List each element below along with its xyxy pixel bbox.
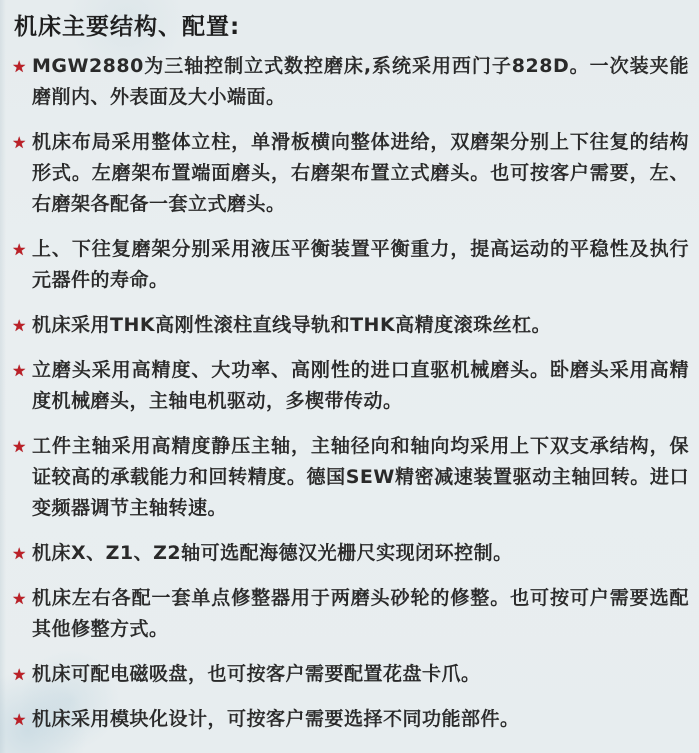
list-item	[12, 583, 689, 645]
list-item	[12, 431, 689, 524]
list-item	[12, 51, 689, 113]
list-item-text: 机床采用模块化设计，可按客户需要选择不同功能部件。	[32, 708, 520, 730]
list-item-text: 机床左右各配一套单点修整器用于两磨头砂轮的修整。也可按可户需要选配其他修整方式。	[32, 587, 689, 640]
list-item-text: 工件主轴采用高精度静压主轴，主轴径向和轴向均采用上下双支承结构，保证较高的承载能力和回转精度。德国SEW精密减速装置驱动主轴回转。进口变频器调节主轴转速。	[32, 435, 689, 519]
feature-list	[12, 51, 689, 735]
list-item-text: MGW2880为三轴控制立式数控磨床,系统采用西门子828D。一次装夹能磨削内、外表面及大小端面。	[32, 55, 689, 108]
list-item	[12, 659, 689, 690]
list-item	[12, 310, 689, 341]
list-item-text: 机床布局采用整体立柱，单滑板横向整体进给，双磨架分别上下往复的结构形式。左磨架布置端面磨头，右磨架布置立式磨头。也可按客户需要，左、右磨架各配备一套立式磨头。	[32, 131, 689, 215]
list-item-text: 机床可配电磁吸盘，也可按客户需要配置花盘卡爪。	[32, 663, 481, 685]
star-bullet-icon: ★	[12, 240, 27, 259]
star-bullet-icon: ★	[12, 133, 27, 152]
list-item	[12, 704, 689, 735]
star-bullet-icon: ★	[12, 710, 27, 729]
list-item	[12, 127, 689, 220]
star-bullet-icon: ★	[12, 589, 27, 608]
star-bullet-icon: ★	[12, 361, 27, 380]
list-item-text: 上、下往复磨架分别采用液压平衡装置平衡重力，提高运动的平稳性及执行元器件的寿命。	[32, 238, 689, 291]
list-item-text: 机床X、Z1、Z2轴可选配海德汉光栅尺实现闭环控制。	[32, 542, 513, 564]
star-bullet-icon: ★	[12, 437, 27, 456]
list-item-text: 立磨头采用高精度、大功率、高刚性的进口直驱机械磨头。卧磨头采用高精度机械磨头，主轴电机驱动，多楔带传动。	[32, 359, 689, 412]
star-bullet-icon: ★	[12, 544, 27, 563]
list-item-text: 机床采用THK高刚性滚柱直线导轨和THK高精度滚珠丝杠。	[32, 314, 552, 336]
list-item	[12, 538, 689, 569]
list-item	[12, 234, 689, 296]
star-bullet-icon: ★	[12, 57, 27, 76]
page-title: 机床主要结构、配置:	[14, 14, 241, 40]
star-bullet-icon: ★	[12, 665, 27, 684]
star-bullet-icon: ★	[12, 316, 27, 335]
list-item	[12, 355, 689, 417]
